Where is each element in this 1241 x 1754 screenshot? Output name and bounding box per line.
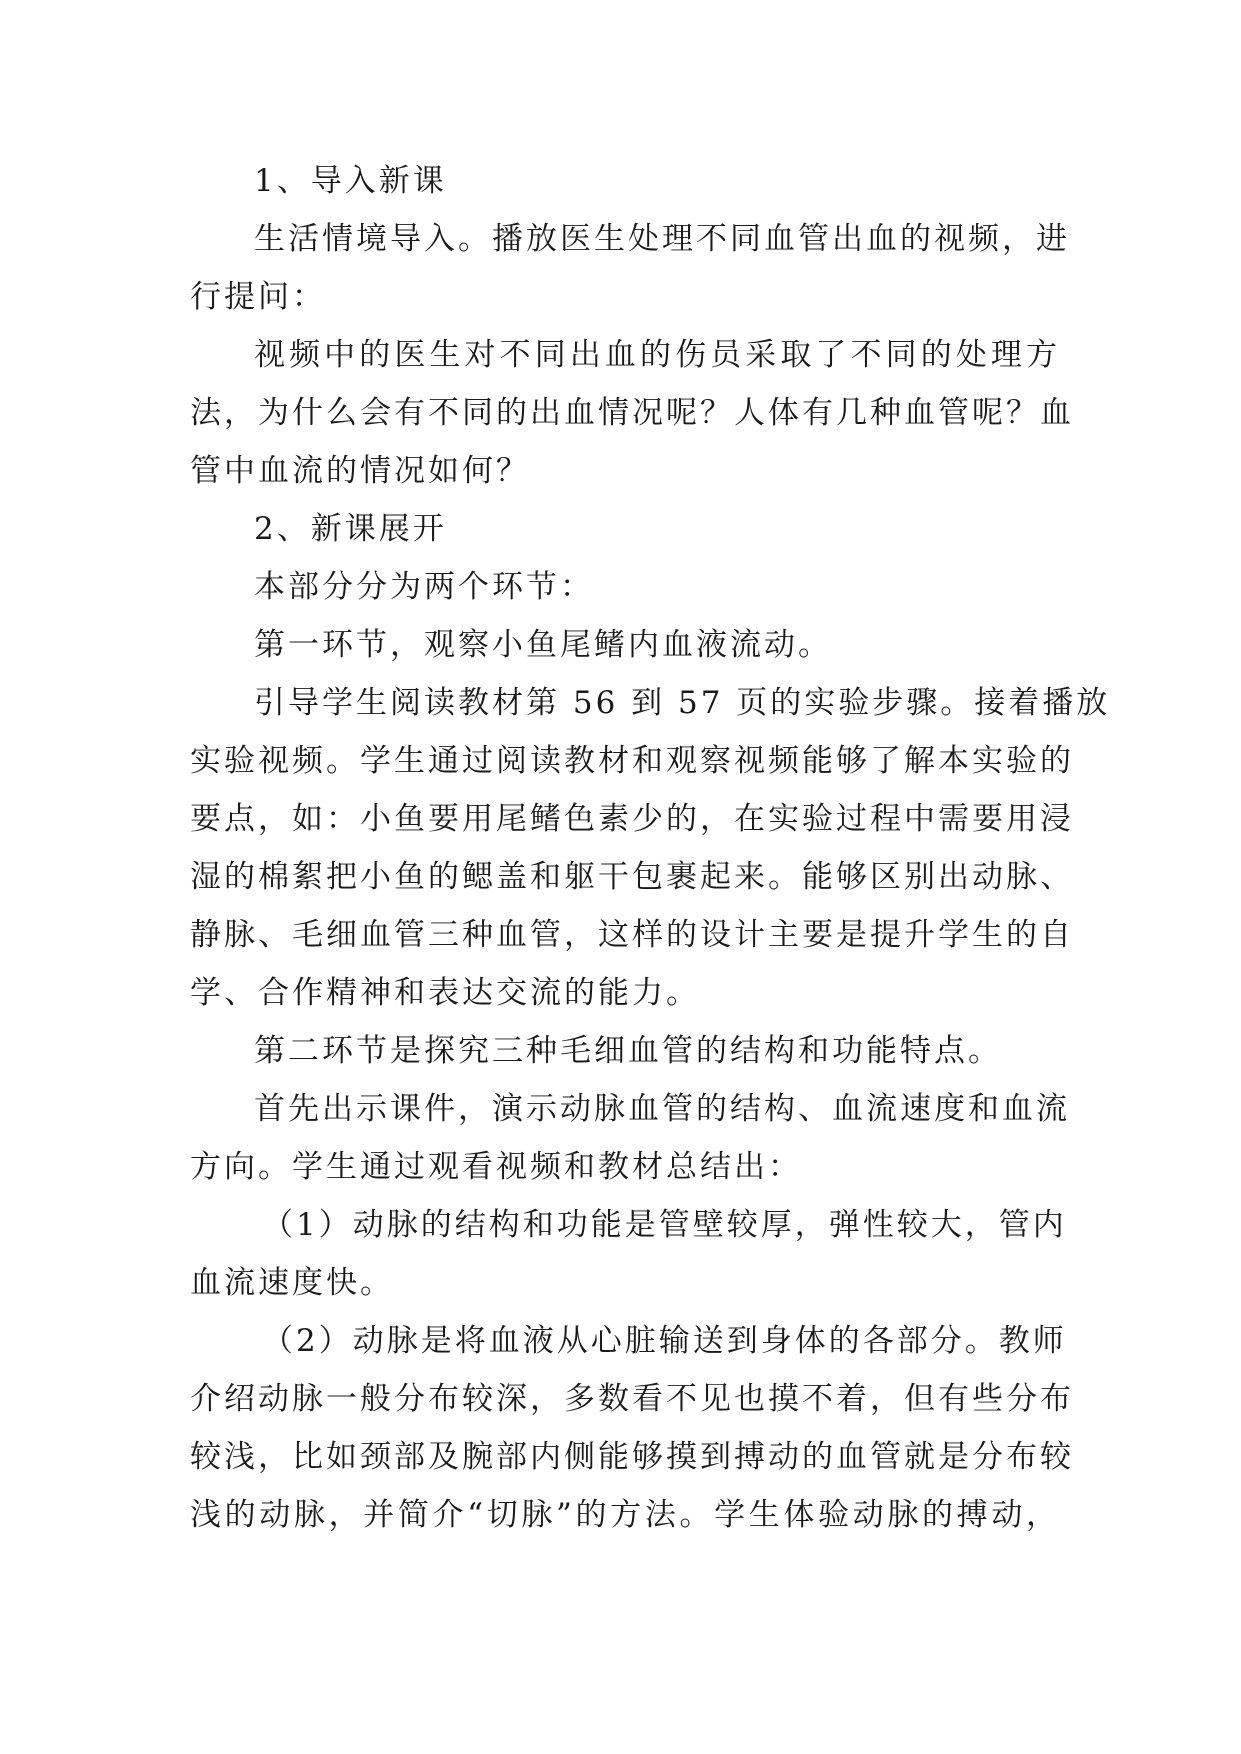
text-line: 第一环节，观察小鱼尾鳍内血液流动。 (254, 627, 832, 663)
text-line: 行提问： (190, 279, 326, 315)
text-line: 视频中的医生对不同出血的伤员采取了不同的处理方 (254, 337, 1060, 373)
list-item-1 (190, 1196, 1067, 1312)
text-line: 静脉、毛细血管三种血管，这样的设计主要是提升学生的自 (190, 917, 1074, 953)
paragraph-section-one (190, 616, 1060, 674)
list-item-2 (190, 1312, 1074, 1544)
text-line: 2、新课展开 (254, 511, 447, 547)
text-line: 实验视频。学生通过阅读教材和观察视频能够了解本实验的 (190, 743, 1074, 779)
text-line: 要点，如：小鱼要用尾鳍色素少的，在实验过程中需要用浸 (190, 801, 1074, 837)
paragraph-experiment (190, 674, 1111, 1022)
text-line: 首先出示课件，演示动脉血管的结构、血流速度和血流 (254, 1091, 1070, 1127)
paragraph-section-two (190, 1022, 1060, 1080)
paragraph-intro (190, 210, 1070, 326)
text-line: 学、合作精神和表达交流的能力。 (190, 975, 700, 1011)
document-body (190, 152, 1111, 1544)
heading-new-lesson (190, 500, 1060, 558)
text-line: 浅的动脉，并简介“切脉”的方法。学生体验动脉的搏动， (190, 1497, 1060, 1533)
text-line: 第二环节是探究三种毛细血管的结构和功能特点。 (254, 1033, 1002, 1069)
text-line: 法，为什么会有不同的出血情况呢？人体有几种血管呢？血 (190, 395, 1074, 431)
heading-intro (190, 152, 1060, 210)
text-line: 较浅，比如颈部及腕部内侧能够摸到搏动的血管就是分布较 (190, 1439, 1074, 1475)
text-line: 方向。学生通过观看视频和教材总结出： (190, 1149, 802, 1185)
paragraph-video-question (190, 326, 1074, 500)
text-line: 湿的棉絮把小鱼的鳃盖和躯干包裹起来。能够区别出动脉、 (190, 859, 1074, 895)
text-line: 本部分分为两个环节： (254, 569, 594, 605)
text-line: 1、导入新课 (254, 163, 447, 199)
paragraph-sections (190, 558, 1060, 616)
text-line: （2）动脉是将血液从心脏输送到身体的各部分。教师 (262, 1323, 1067, 1359)
text-line: 介绍动脉一般分布较深，多数看不见也摸不着，但有些分布 (190, 1381, 1074, 1417)
paragraph-courseware (190, 1080, 1070, 1196)
text-line: 管中血流的情况如何？ (190, 453, 530, 489)
text-line: 生活情境导入。播放医生处理不同血管出血的视频，进 (254, 221, 1070, 257)
text-line: （1）动脉的结构和功能是管壁较厚，弹性较大，管内 (262, 1207, 1067, 1243)
text-line: 引导学生阅读教材第 56 到 57 页的实验步骤。接着播放 (254, 685, 1111, 721)
text-line: 血流速度快。 (190, 1265, 394, 1301)
